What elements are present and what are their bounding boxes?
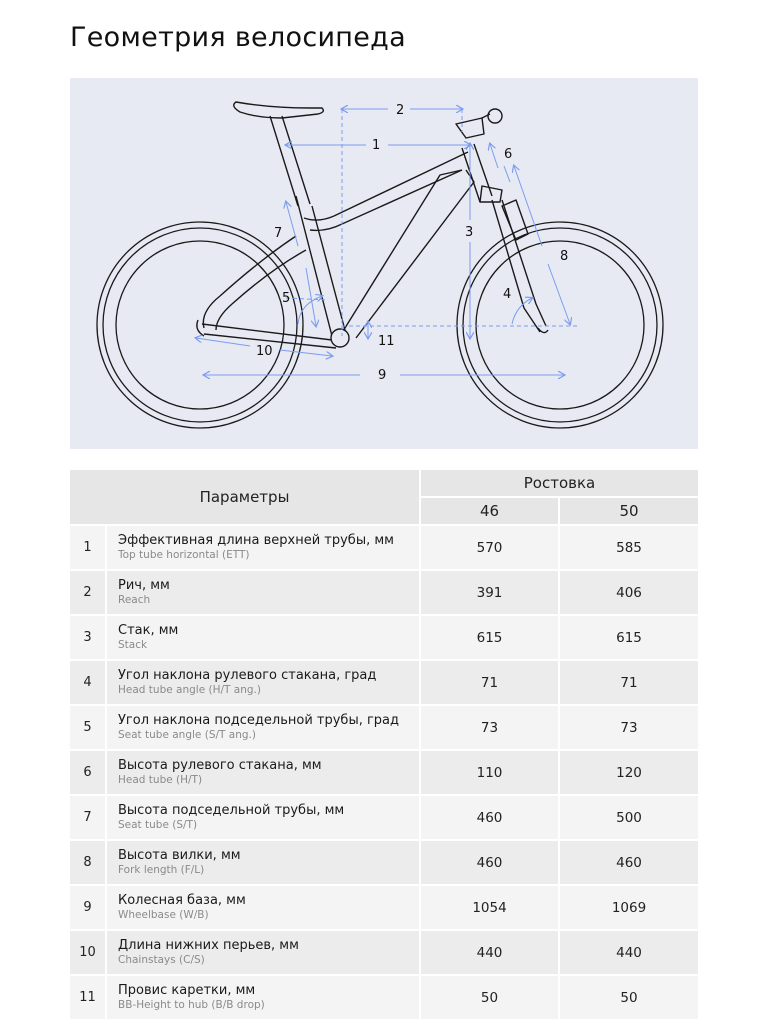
param-name-en: Head tube angle (H/T ang.) bbox=[118, 684, 261, 696]
param-name: Длина нижних перьев, мм bbox=[118, 938, 299, 953]
param-name: Высота рулевого стакана, мм bbox=[118, 758, 322, 773]
param-cell bbox=[106, 705, 420, 750]
param-cell bbox=[106, 885, 420, 930]
param-name-en: Seat tube angle (S/T ang.) bbox=[118, 729, 256, 741]
value-46: 71 bbox=[420, 660, 559, 705]
dimension-label: 9 bbox=[378, 368, 387, 383]
value-50: 615 bbox=[559, 615, 698, 660]
table-row bbox=[70, 930, 698, 975]
row-number: 10 bbox=[70, 930, 106, 975]
value-50: 406 bbox=[559, 570, 698, 615]
bicycle-geometry-diagram bbox=[70, 78, 698, 449]
row-number: 1 bbox=[70, 525, 106, 570]
row-number: 7 bbox=[70, 795, 106, 840]
value-46: 110 bbox=[420, 750, 559, 795]
value-50: 440 bbox=[559, 930, 698, 975]
table-row bbox=[70, 660, 698, 705]
table-row bbox=[70, 615, 698, 660]
row-number: 6 bbox=[70, 750, 106, 795]
param-name: Угол наклона рулевого стакана, град bbox=[118, 668, 377, 683]
param-name-en: Stack bbox=[118, 639, 148, 651]
param-name: Угол наклона подседельной трубы, град bbox=[118, 713, 400, 728]
param-name: Провис каретки, мм bbox=[118, 983, 256, 998]
size-column-50: 50 bbox=[559, 497, 698, 525]
dimension-label: 11 bbox=[378, 334, 395, 349]
table-row bbox=[70, 885, 698, 930]
param-header: Параметры bbox=[70, 470, 420, 525]
dimension-label: 6 bbox=[504, 147, 513, 162]
table-row bbox=[70, 795, 698, 840]
param-cell bbox=[106, 795, 420, 840]
value-50: 1069 bbox=[559, 885, 698, 930]
table-row bbox=[70, 705, 698, 750]
row-number: 8 bbox=[70, 840, 106, 885]
param-cell bbox=[106, 840, 420, 885]
param-name: Высота подседельной трубы, мм bbox=[118, 803, 345, 818]
param-name-en: Head tube (H/T) bbox=[118, 774, 203, 786]
value-50: 585 bbox=[559, 525, 698, 570]
row-number: 4 bbox=[70, 660, 106, 705]
row-number: 9 bbox=[70, 885, 106, 930]
value-50: 500 bbox=[559, 795, 698, 840]
dimension-label: 10 bbox=[256, 344, 273, 359]
dimension-label: 7 bbox=[274, 226, 283, 241]
dimension-label: 1 bbox=[372, 138, 381, 153]
param-cell bbox=[106, 615, 420, 660]
param-name-en: Chainstays (C/S) bbox=[118, 954, 205, 966]
value-46: 460 bbox=[420, 795, 559, 840]
page-title: Геометрия велосипеда bbox=[70, 22, 406, 53]
param-name-en: Seat tube (S/T) bbox=[118, 819, 198, 831]
size-header: Ростовка bbox=[420, 470, 698, 497]
value-50: 50 bbox=[559, 975, 698, 1019]
row-number: 11 bbox=[70, 975, 106, 1019]
dimension-label: 3 bbox=[465, 225, 474, 240]
param-cell bbox=[106, 975, 420, 1019]
value-46: 615 bbox=[420, 615, 559, 660]
value-46: 440 bbox=[420, 930, 559, 975]
dimension-label: 8 bbox=[560, 249, 569, 264]
value-46: 460 bbox=[420, 840, 559, 885]
dimension-label: 2 bbox=[396, 103, 405, 118]
table-row bbox=[70, 570, 698, 615]
row-number: 3 bbox=[70, 615, 106, 660]
table-row bbox=[70, 525, 698, 570]
param-cell bbox=[106, 525, 420, 570]
param-cell bbox=[106, 660, 420, 705]
param-name-en: Top tube horizontal (ETT) bbox=[118, 549, 250, 561]
param-cell bbox=[106, 930, 420, 975]
value-46: 391 bbox=[420, 570, 559, 615]
param-name-en: Wheelbase (W/B) bbox=[118, 909, 209, 921]
row-number: 5 bbox=[70, 705, 106, 750]
table-row bbox=[70, 975, 698, 1019]
param-name: Рич, мм bbox=[118, 578, 170, 593]
table-row bbox=[70, 840, 698, 885]
param-cell bbox=[106, 570, 420, 615]
param-name: Эффективная длина верхней трубы, мм bbox=[118, 533, 394, 548]
value-46: 50 bbox=[420, 975, 559, 1019]
dimension-label: 4 bbox=[503, 287, 512, 302]
value-46: 570 bbox=[420, 525, 559, 570]
geometry-table bbox=[70, 470, 698, 1019]
value-50: 120 bbox=[559, 750, 698, 795]
param-name: Колесная база, мм bbox=[118, 893, 246, 908]
row-number: 2 bbox=[70, 570, 106, 615]
param-name: Стак, мм bbox=[118, 623, 179, 638]
value-46: 1054 bbox=[420, 885, 559, 930]
dimension-label: 5 bbox=[282, 291, 291, 306]
table-row bbox=[70, 750, 698, 795]
value-50: 73 bbox=[559, 705, 698, 750]
value-50: 71 bbox=[559, 660, 698, 705]
value-46: 73 bbox=[420, 705, 559, 750]
param-name-en: BB-Height to hub (B/B drop) bbox=[118, 999, 265, 1011]
param-name: Высота вилки, мм bbox=[118, 848, 241, 863]
size-column-46: 46 bbox=[420, 497, 559, 525]
bicycle-drawing bbox=[70, 78, 698, 449]
value-50: 460 bbox=[559, 840, 698, 885]
param-name-en: Fork length (F/L) bbox=[118, 864, 205, 876]
param-cell bbox=[106, 750, 420, 795]
param-name-en: Reach bbox=[118, 594, 151, 606]
